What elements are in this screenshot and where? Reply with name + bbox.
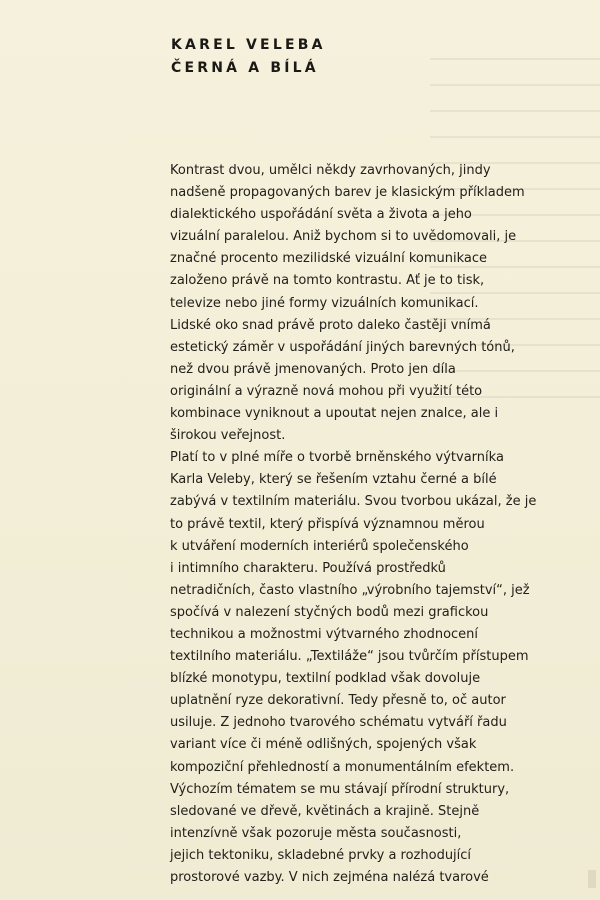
- text-line: netradičních, často vlastního „výrobního tajemství“, jež: [170, 582, 530, 598]
- text-line: nadšeně propagovaných barev je klasickým příkladem: [170, 185, 525, 201]
- text-line: textilního materiálu. „Textiláže“ jsou tvůrčím přístupem: [170, 649, 529, 665]
- text-line: blízké monotypu, textilní podklad však dovoluje: [170, 671, 481, 687]
- text-line: originální a výrazně nová mohou při využití této: [170, 383, 483, 399]
- text-line: i intimního charakteru. Používá prostředků: [170, 560, 446, 576]
- text-line: prostorové vazby. V nich zejména nalézá tvarové: [170, 870, 489, 885]
- text-line: zabývá v textilním materiálu. Svou tvorbou ukázal, že je: [170, 494, 537, 510]
- text-line: uplatnění ryze dekorativní. Tedy přesně to, oč autor: [170, 693, 506, 709]
- text-line: vizuální paralelou. Aniž bychom si to uvědomovali, je: [170, 229, 517, 245]
- text-line: Kontrast dvou, umělci někdy zavrhovaných, jindy: [170, 163, 491, 178]
- text-line: založeno právě na tomto kontrastu. Ať je to tisk,: [170, 273, 485, 289]
- article-heading: [171, 34, 431, 80]
- text-line: spočívá v nalezení styčných bodů mezi grafickou: [170, 604, 489, 620]
- author-name: KAREL VELEBA: [171, 37, 326, 53]
- text-line: k utváření moderních interiérů společenského: [170, 538, 469, 554]
- text-line: sledované ve dřevě, květinách a krajině. Stejně: [170, 803, 480, 819]
- text-line: variant více či méně odlišných, spojených však: [170, 737, 477, 753]
- text-line: Platí to v plné míře o tvorbě brněnského výtvarníka: [170, 450, 504, 466]
- text-line: než dvou právě jmenovaných. Proto jen díla: [170, 361, 456, 377]
- article-body: [170, 160, 562, 889]
- text-line: širokou veřejnost.: [170, 428, 286, 444]
- text-line: usiluje. Z jednoho tvarového schématu vytváří řadu: [170, 715, 507, 731]
- text-line: kombinace vyniknout a upoutat nejen znalce, ale i: [170, 406, 499, 422]
- text-line: jejich tektoniku, skladebné prvky a rozhodující: [170, 847, 472, 863]
- text-line: estetický záměr v uspořádání jiných barevných tónů,: [170, 339, 515, 355]
- text-line: dialektického uspořádání světa a života a jeho: [170, 207, 472, 223]
- page-edge-mark: [588, 870, 596, 888]
- text-line: technikou a možnostmi výtvarného zhodnocení: [170, 626, 479, 642]
- text-line: Karla Veleby, který se řešením vztahu černé a bílé: [170, 472, 497, 488]
- text-line: intenzívně však pozoruje města současnosti,: [170, 825, 462, 841]
- text-line: kompoziční přehledností a monumentálním efektem.: [170, 759, 515, 775]
- text-line: značné procento mezilidské vizuální komunikace: [170, 251, 488, 267]
- article-title: ČERNÁ A BÍLÁ: [171, 60, 319, 76]
- text-line: televize nebo jiné formy vizuálních komunikací.: [170, 295, 479, 311]
- text-line: Výchozím tématem se mu stávají přírodní struktury,: [170, 781, 510, 797]
- text-line: to právě textil, který přispívá významnou měrou: [170, 516, 485, 532]
- text-line: Lidské oko snad právě proto daleko častěji vnímá: [170, 317, 491, 333]
